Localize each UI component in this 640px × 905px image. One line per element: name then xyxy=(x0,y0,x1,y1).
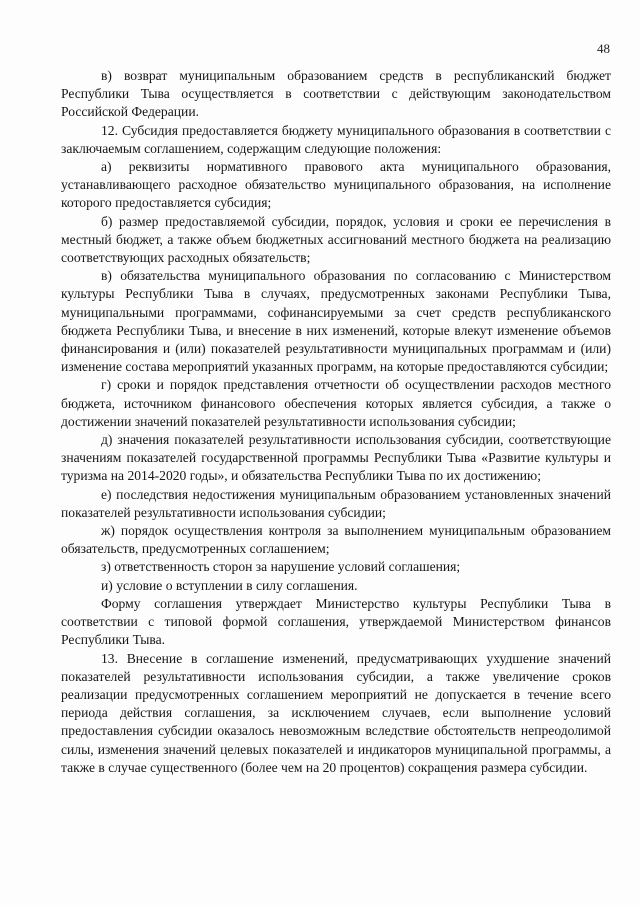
paragraph-item-zh: ж) порядок осуществления контроля за выполнением муниципальным образованием обязательств, предусмотренных соглашением; xyxy=(61,523,611,557)
paragraph-item-d: д) значения показателей результативности использования субсидии, соответствующие значениям показателей государственной программы Республики Тыва «Развитие культуры и туризма на 2014-2020 годы», и обязательства Республики Тыва по их достижению; xyxy=(61,432,611,484)
page-number: 48 xyxy=(597,41,610,56)
paragraph-item-v: в) обязательства муниципального образования по согласованию с Министерством культуры Республики Тыва в случаях, предусмотренных законами Республики Тыва, муниципальными программами, софинансируемыми за счет средств республиканского бюджета Республики Тыва, и внесение в них изменений, которые влекут изменение объемов финансирования и (или) показателей результативности муниципальных программам и (или) изменение состава мероприятий указанных программ, на которые предоставляются субсидии; xyxy=(61,268,611,375)
paragraph-item-g: г) сроки и порядок представления отчетности об осуществлении расходов местного бюджета, источником финансового обеспечения которых является субсидия, а также о достижении значений показателей результативности использования субсидии; xyxy=(61,377,611,429)
paragraph-13-amendments: 13. Внесение в соглашение изменений, предусматривающих ухудшение значений показателей результативности использования субсидии, а также увеличение сроков реализации предусмотренных соглашением мероприятий не допускается в течение всего периода действия соглашения, за исключением случаев, если выполнение условий предоставления субсидии оказалось невозможным вследствие обстоятельств непреодолимой силы, изменения значений целевых показателей и индикаторов муниципальной программы, а также в случае существенного (более чем на 20 процентов) сокращения размера субсидии. xyxy=(61,650,611,775)
paragraph-item-e: е) последствия недостижения муниципальным образованием установленных значений показателей результативности использования субсидии; xyxy=(61,486,611,520)
paragraph-item-i: и) условие о вступлении в силу соглашения. xyxy=(101,577,358,593)
paragraph-12-subsidy-agreement: 12. Субсидия предоставляется бюджету муниципального образования в соответствии с заключаемым соглашением, содержащим следующие положения: xyxy=(61,122,611,156)
paragraph-item-v-return: в) возврат муниципальным образованием средств в республиканский бюджет Республики Тыва осуществляется в соответствии с действующим законодательством Российской Федерации. xyxy=(61,68,611,120)
paragraph-item-z: з) ответственность сторон за нарушение условий соглашения; xyxy=(101,559,461,575)
paragraph-agreement-form: Форму соглашения утверждает Министерство культуры Республики Тыва в соответствии с типовой формой соглашения, утверждаемой Министерством финансов Республики Тыва. xyxy=(61,595,611,648)
document-body xyxy=(61,67,611,777)
paragraph-item-a: а) реквизиты нормативного правового акта муниципального образования, устанавливающего расходное обязательство муниципального образования, на исполнение которого предоставляется субсидия; xyxy=(61,159,611,211)
paragraph-item-b: б) размер предоставляемой субсидии, порядок, условия и сроки ее перечисления в местный бюджет, а также объем бюджетных ассигнований местного бюджета на реализацию соответствующих расходных обязательств; xyxy=(61,213,611,266)
